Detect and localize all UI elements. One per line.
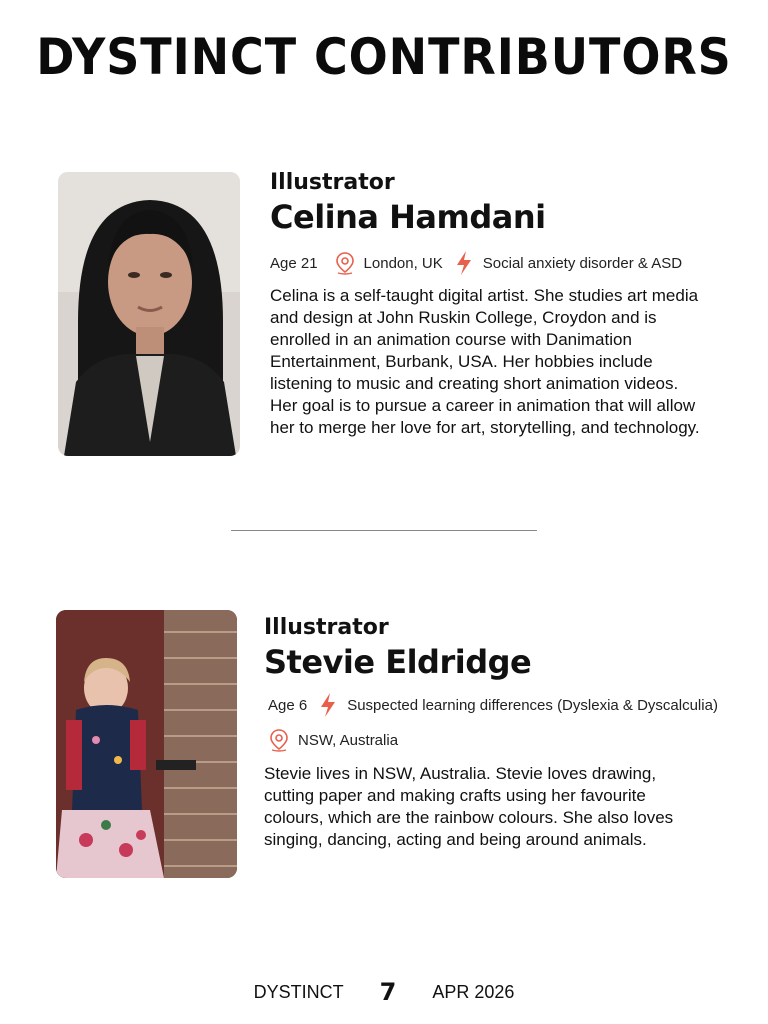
contributor-age: Age 6: [268, 696, 308, 714]
footer-date: APR 2026: [432, 981, 515, 1002]
contributor-bio: Celina is a self-taught digital artist. She studies art media and design at John Ruskin College, Croydon and is enrolled in an animation course with Danimation Entertainment, Burbank, USA. Her hobbies include listening to music and creating short animation videos. Her goal is to pursue a career in animation that will allow her to merge her love for art, storytelling, and technology.: [270, 286, 700, 437]
section-divider: [231, 530, 537, 531]
location-pin-icon: [332, 250, 358, 276]
page-number: 7: [379, 978, 397, 1006]
contributor-photo-celina: [58, 172, 240, 456]
contributor-age: Age 21: [270, 254, 318, 272]
contributor-location: London, UK: [363, 254, 443, 272]
contributor-condition: Suspected learning differences (Dyslexia & Dyscalculia): [347, 696, 718, 714]
footer-brand: DYSTINCT: [253, 981, 344, 1002]
contributor-name: Stevie Eldridge: [264, 643, 532, 681]
page-title: DYSTINCT CONTRIBUTORS: [36, 28, 732, 86]
contributor-name: Celina Hamdani: [270, 198, 546, 236]
contributor-condition: Social anxiety disorder & ASD: [482, 254, 683, 272]
page-footer: [0, 978, 768, 1006]
contributor-meta-row: [270, 250, 682, 276]
lightning-bolt-icon: [451, 250, 477, 276]
lightning-bolt-icon: [315, 692, 341, 718]
contributor-location-row: [266, 727, 398, 753]
contributor-role: Illustrator: [264, 615, 389, 640]
contributor-role: Illustrator: [270, 170, 395, 195]
contributor-bio: Stevie lives in NSW, Australia. Stevie loves drawing, cutting paper and making crafts using her favourite colours, which are the rainbow colours. She also loves singing, dancing, acting and being around animals.: [264, 764, 674, 849]
location-pin-icon: [266, 727, 292, 753]
contributor-location: NSW, Australia: [298, 731, 399, 749]
contributor-photo-stevie: [56, 610, 237, 878]
contributor-meta-row: [268, 692, 718, 718]
